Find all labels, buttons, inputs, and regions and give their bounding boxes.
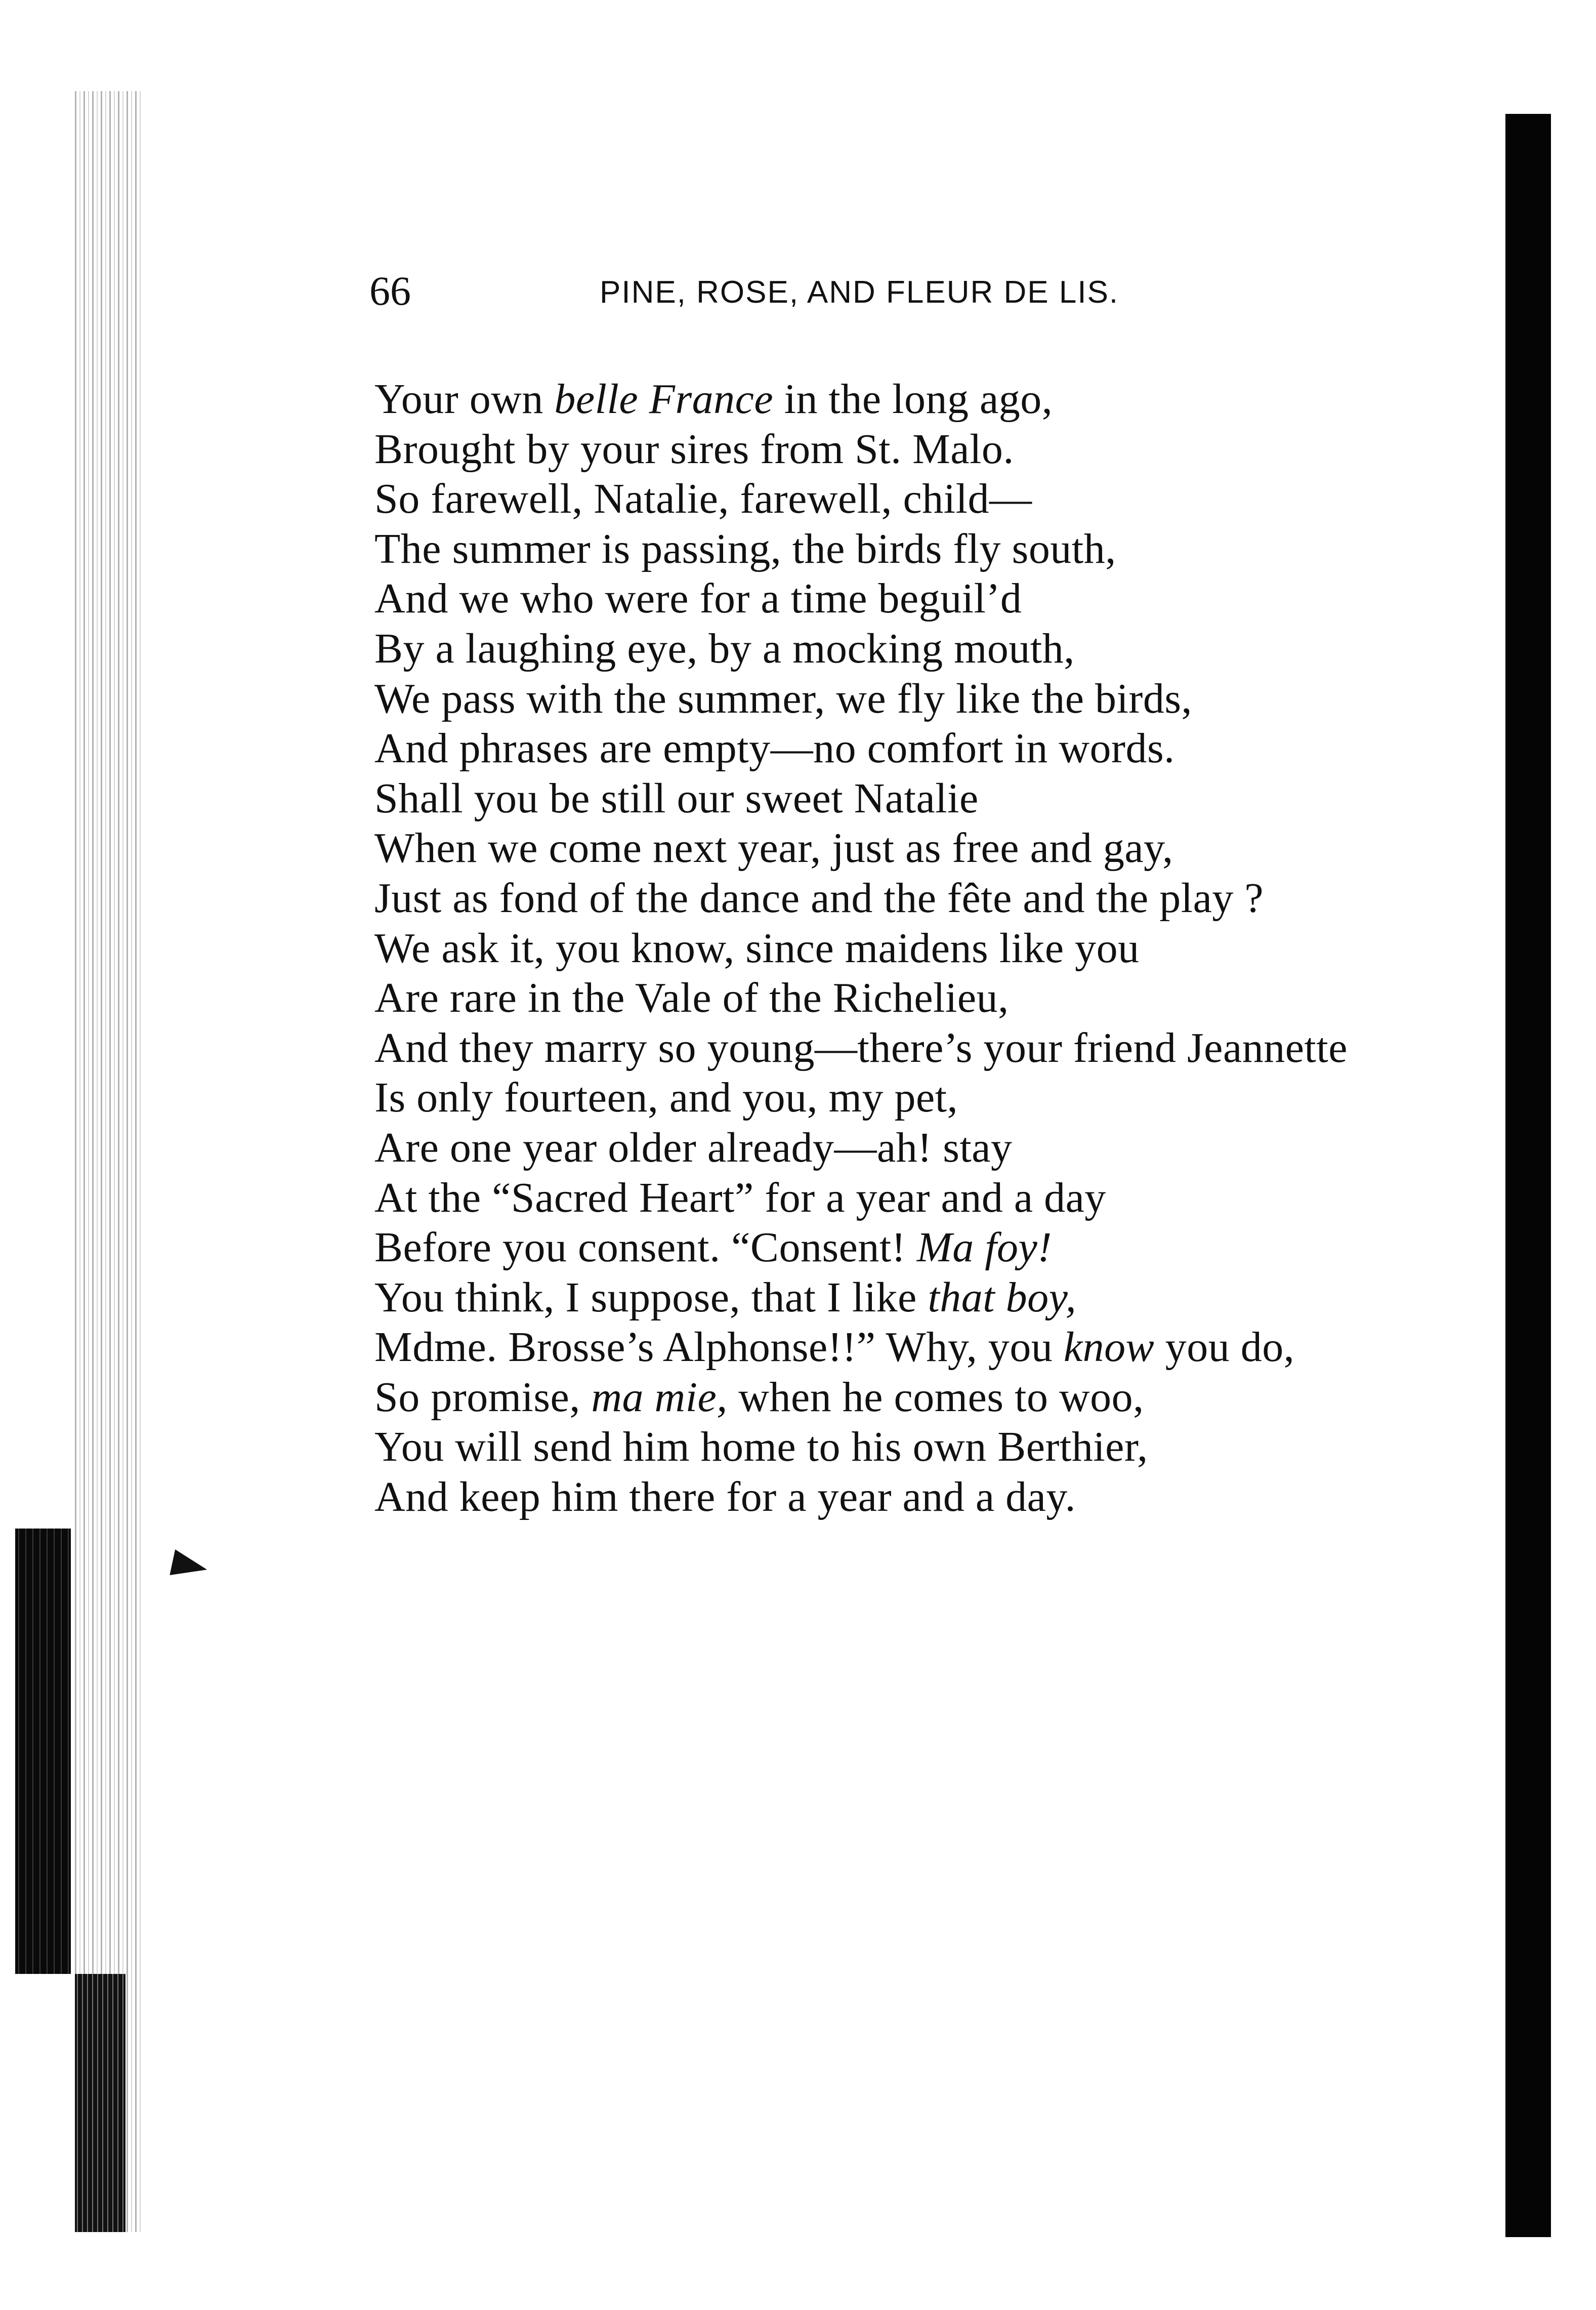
poem-line	[374, 1173, 1498, 1223]
poem-line-segment: when he comes to woo,	[727, 1373, 1144, 1421]
poem-line-segment: We ask it, you know, since maidens like you	[374, 924, 1140, 972]
poem-line	[374, 1123, 1498, 1173]
poem-line-segment: The summer is passing, the birds fly south,	[374, 525, 1116, 572]
poem-line-segment: Are rare in the Vale of the Richelieu,	[374, 974, 1009, 1022]
poem-line-segment: By a laughing eye, by a mocking mouth,	[374, 625, 1075, 672]
poem-line-italic-segment: belle France	[554, 376, 774, 423]
poem-line-segment: Are one year older already—ah! stay	[374, 1124, 1013, 1171]
poem-line-segment: you do,	[1154, 1324, 1295, 1371]
poem-line	[374, 1223, 1498, 1273]
poem-line	[374, 1373, 1498, 1423]
poem-line	[374, 674, 1498, 724]
poem-line-segment: And we who were for a time beguil’d	[374, 575, 1022, 623]
poem-line-segment: And they marry so young—there’s your friend Jeannette	[374, 1024, 1348, 1071]
poem-line	[374, 823, 1498, 874]
poem-line	[374, 574, 1498, 624]
poem-line	[374, 1323, 1498, 1373]
poem-line-segment: So farewell, Natalie, farewell, child—	[374, 475, 1032, 523]
poem-line-segment: At the “Sacred Heart” for a year and a day	[374, 1174, 1106, 1221]
poem-line	[374, 1073, 1498, 1123]
poem-line	[374, 724, 1498, 774]
poem-line	[374, 1273, 1498, 1323]
poem-text	[374, 375, 1498, 1522]
poem-line	[374, 774, 1498, 824]
poem-line	[374, 375, 1498, 425]
poem-line-segment: Just as fond of the dance and the fête and the play ?	[374, 874, 1264, 922]
poem-line	[374, 1422, 1498, 1472]
poem-line	[374, 624, 1498, 674]
poem-line-segment: Brought by your sires from St. Malo.	[374, 425, 1014, 473]
poem-line-segment: Shall you be still our sweet Natalie	[374, 774, 979, 822]
scan-dark-margin-block	[15, 1529, 71, 1974]
poem-line	[374, 1472, 1498, 1522]
page-number: 66	[369, 268, 411, 314]
poem-line	[374, 474, 1498, 524]
poem-line	[374, 524, 1498, 574]
poem-line-italic-segment: that boy,	[928, 1273, 1077, 1321]
poem-line	[374, 425, 1498, 475]
scan-left-edge-artifact	[75, 91, 141, 2232]
page-header	[369, 263, 1230, 319]
poem-line	[374, 973, 1498, 1023]
poem-line-segment: When we come next year, just as free and gay,	[374, 824, 1173, 872]
poem-line-segment: Is only fourteen, and you, my pet,	[374, 1074, 958, 1122]
poem-line-segment: Mdme. Brosse’s Alphonse!!” Why, you	[374, 1324, 1064, 1371]
poem-line-segment: And keep him there for a year and a day.	[374, 1473, 1076, 1521]
poem-line-segment: in the long ago,	[773, 376, 1053, 423]
poem-line-segment: You will send him home to his own Berthier,	[374, 1423, 1148, 1471]
scan-right-edge-bar	[1505, 114, 1551, 2237]
poem-line	[374, 1023, 1498, 1074]
poem-line-italic-segment: ma mie,	[591, 1373, 728, 1421]
poem-line-italic-segment: Ma foy!	[916, 1224, 1052, 1271]
poem-line	[374, 874, 1498, 924]
poem-line	[374, 924, 1498, 974]
poem-line-segment: And phrases are empty—no comfort in words.	[374, 725, 1175, 772]
running-head-title: PINE, ROSE, AND FLEUR DE LIS.	[600, 275, 1119, 310]
poem-line-segment: You think, I suppose, that I like	[374, 1273, 928, 1321]
margin-arrow-mark	[170, 1549, 209, 1582]
poem-line-segment: We pass with the summer, we fly like the birds,	[374, 675, 1193, 722]
poem-line-segment: Your own	[374, 376, 555, 423]
poem-line-italic-segment: know	[1063, 1324, 1155, 1371]
scan-left-binding-band	[75, 1974, 125, 2232]
poem-line-segment: Before you consent. “Consent!	[374, 1224, 917, 1271]
poem-line-segment: So promise,	[374, 1373, 592, 1421]
